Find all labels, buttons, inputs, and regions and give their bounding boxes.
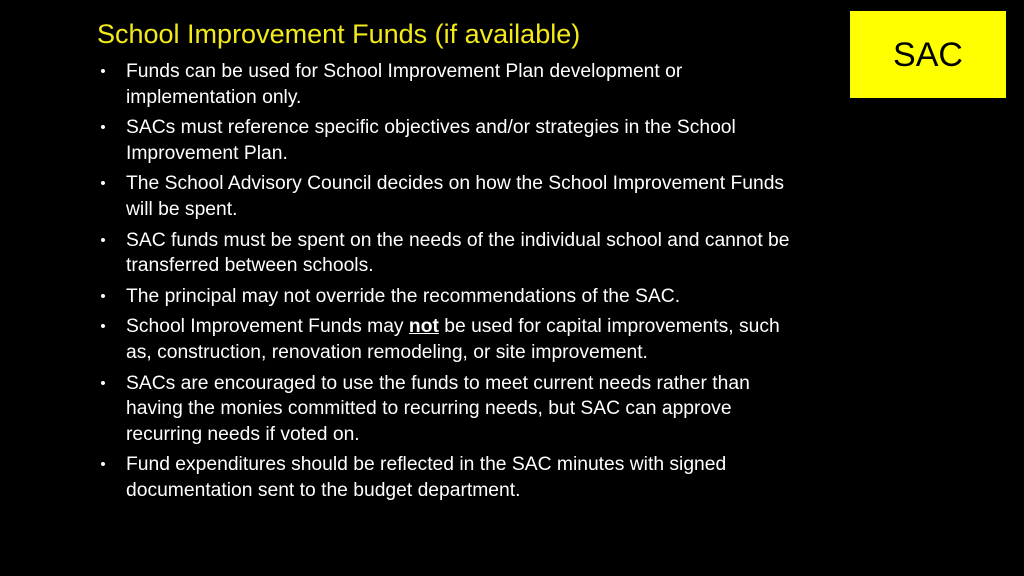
bullet-list bbox=[98, 59, 798, 509]
bullet-text-4: SAC funds must be spent on the needs of the individual school and cannot be transferred between schools. bbox=[126, 229, 790, 277]
bullet-text-6-emphasis: not bbox=[408, 316, 439, 338]
bullet-text-6-before: School Improvement Funds may bbox=[126, 316, 409, 338]
slide-title: School Improvement Funds (if available) bbox=[97, 19, 581, 49]
bullet-item-5 bbox=[98, 284, 798, 310]
bullet-dot-icon: • bbox=[100, 63, 106, 80]
bullet-item-8 bbox=[98, 452, 798, 503]
bullet-dot-icon: • bbox=[100, 287, 106, 305]
bullet-text-6-after: be used for capital improvements, such as, construction, renovation remodeling, or site improvement. bbox=[126, 316, 780, 363]
bullet-text-5: The principal may not override the recommendations of the SAC. bbox=[126, 285, 681, 307]
bullet-text-3: The School Advisory Council decides on how the School Improvement Funds will be spent. bbox=[126, 173, 785, 220]
bullet-text-2: SACs must reference specific objectives and/or strategies in the School Improvement Plan. bbox=[126, 117, 736, 164]
bullet-item-4 bbox=[98, 228, 798, 279]
bullet-dot-icon: • bbox=[100, 119, 106, 137]
bullet-dot-icon: • bbox=[100, 374, 106, 392]
bullet-text-8: Fund expenditures should be reflected in the SAC minutes with signed documentation sent to the budget department. bbox=[126, 454, 727, 501]
bullet-item-6 bbox=[98, 314, 798, 365]
bullet-text-7: SACs are encouraged to use the funds to meet current needs rather than having the monies committed to recurring needs, but SAC can approve recurring needs if voted on. bbox=[126, 372, 750, 445]
bullet-item-2 bbox=[98, 115, 798, 166]
bullet-dot-icon: • bbox=[100, 456, 106, 474]
sac-badge bbox=[850, 11, 1006, 98]
bullet-dot-icon: • bbox=[100, 231, 106, 249]
bullet-dot-icon: • bbox=[100, 175, 106, 193]
bullet-dot-icon: • bbox=[100, 318, 106, 336]
bullet-item-1 bbox=[98, 59, 798, 110]
bullet-item-3 bbox=[98, 171, 798, 222]
bullet-item-7 bbox=[98, 371, 798, 448]
bullet-text-1: Funds can be used for School Improvement Plan development or implementation only. bbox=[126, 61, 683, 108]
sac-badge-label: SAC bbox=[893, 35, 963, 74]
